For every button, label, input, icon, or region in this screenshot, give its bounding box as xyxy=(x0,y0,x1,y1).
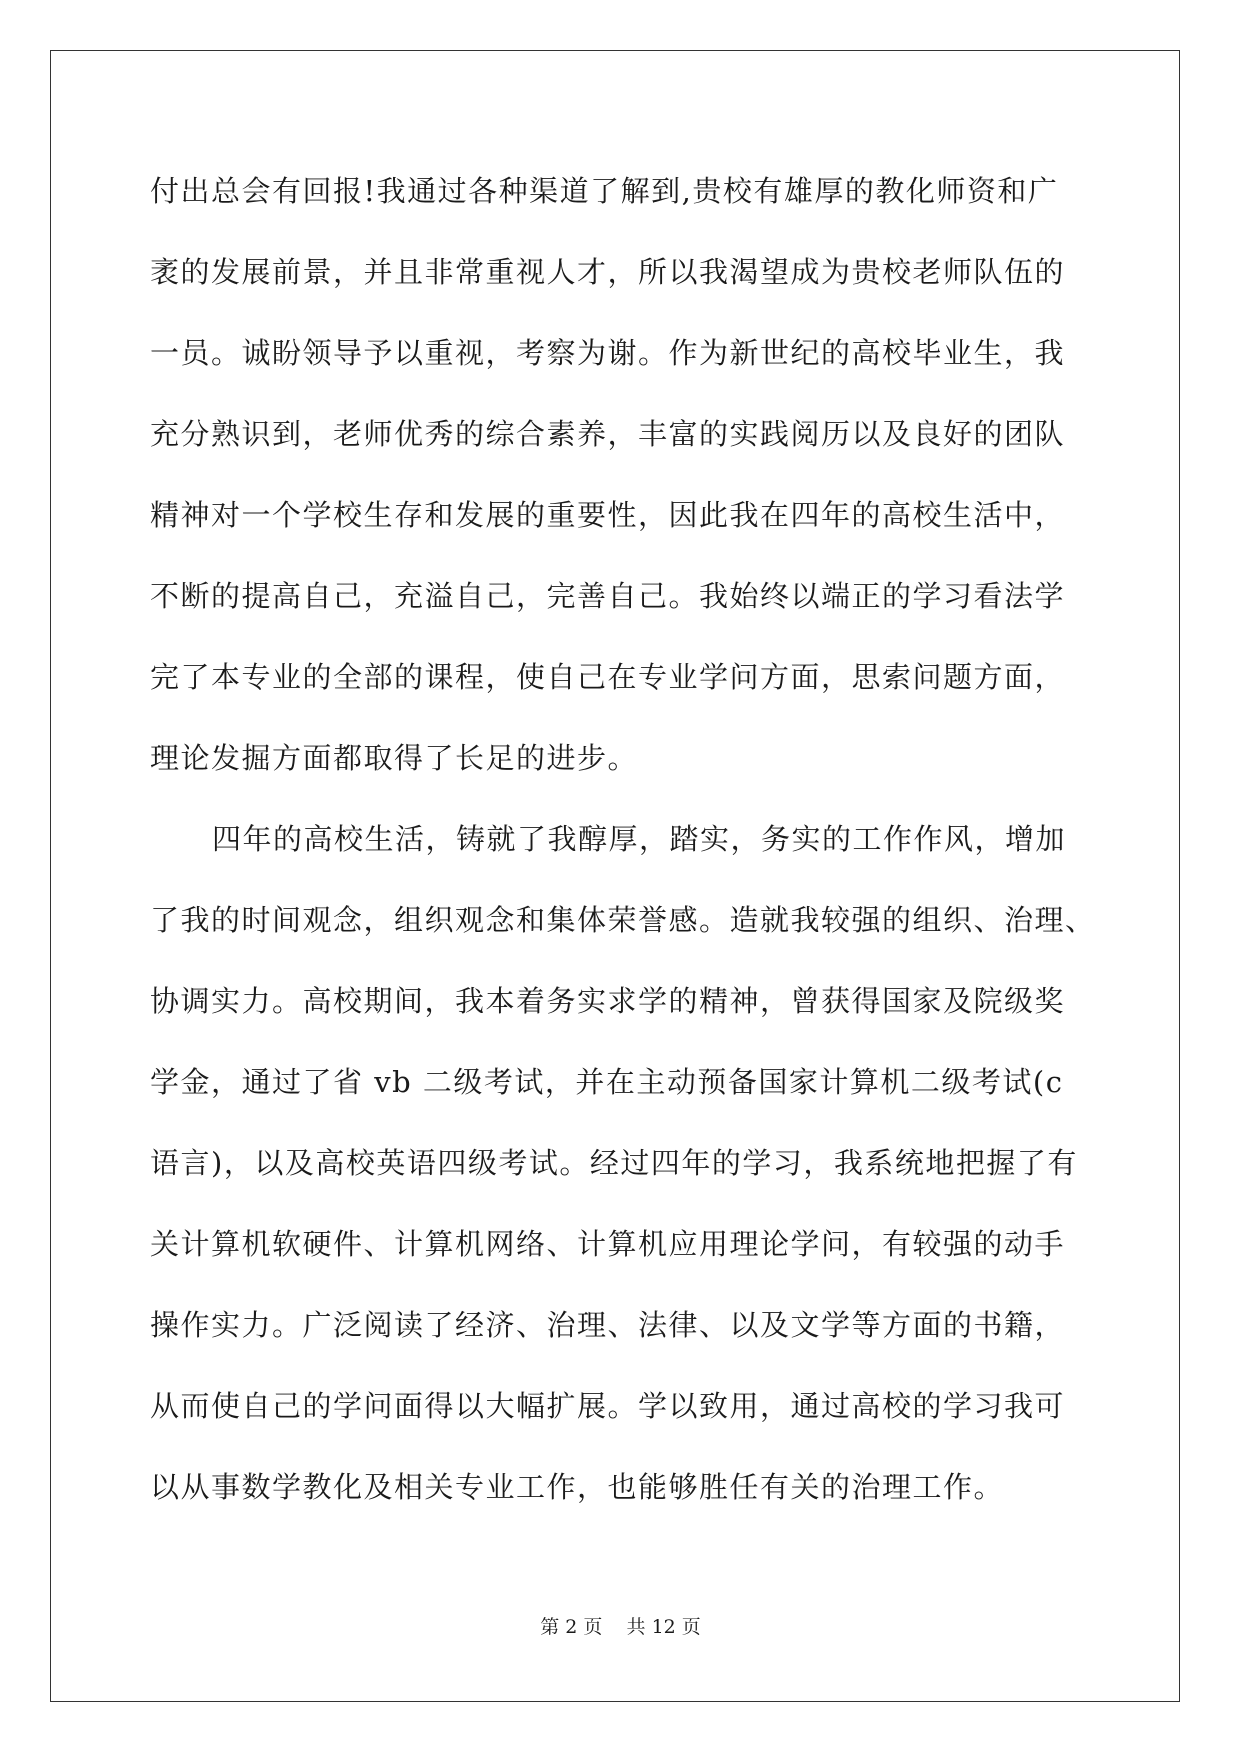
text-line: 精神对一个学校生存和发展的重要性，因此我在四年的高校生活中， xyxy=(150,498,1066,532)
text-line: 关计算机软硬件、计算机网络、计算机应用理论学问，有较强的动手 xyxy=(150,1227,1066,1261)
page-number-footer: 第 2 页 共 12 页 xyxy=(540,1616,701,1638)
text-line: 袤的发展前景，并且非常重视人才，所以我渴望成为贵校老师队伍的 xyxy=(150,255,1066,289)
text-line: 充分熟识到，老师优秀的综合素养，丰富的实践阅历以及良好的团队 xyxy=(150,417,1066,451)
text-line: 从而使自己的学问面得以大幅扩展。学以致用，通过高校的学习我可 xyxy=(150,1389,1066,1423)
text-line: 完了本专业的全部的课程，使自己在专业学问方面，思索问题方面， xyxy=(150,660,1066,694)
text-line: 学金，通过了省 vb 二级考试，并在主动预备国家计算机二级考试(c xyxy=(150,1065,1064,1099)
text-line: 不断的提高自己，充溢自己，完善自己。我始终以端正的学习看法学 xyxy=(150,579,1066,613)
paragraph-2 xyxy=(150,812,1100,1541)
text-line: 操作实力。广泛阅读了经济、治理、法律、以及文学等方面的书籍， xyxy=(150,1308,1066,1342)
text-line: 协调实力。高校期间，我本着务实求学的精神，曾获得国家及院级奖 xyxy=(150,984,1066,1018)
text-line: 付出总会有回报!我通过各种渠道了解到,贵校有雄厚的教化师资和广 xyxy=(150,174,1059,208)
text-line: 语言)，以及高校英语四级考试。经过四年的学习，我系统地把握了有 xyxy=(150,1146,1078,1180)
text-line: 四年的高校生活，铸就了我醇厚，踏实，务实的工作作风，增加 xyxy=(212,822,1067,856)
document-body xyxy=(150,164,1100,1541)
text-line: 以从事数学教化及相关专业工作，也能够胜任有关的治理工作。 xyxy=(150,1470,1005,1504)
text-line: 理论发掘方面都取得了长足的进步。 xyxy=(150,741,639,775)
text-line: 了我的时间观念，组织观念和集体荣誉感。造就我较强的组织、治理、 xyxy=(150,903,1096,937)
paragraph-1 xyxy=(150,164,1100,812)
text-line: 一员。诚盼领导予以重视，考察为谢。作为新世纪的高校毕业生，我 xyxy=(150,336,1066,370)
